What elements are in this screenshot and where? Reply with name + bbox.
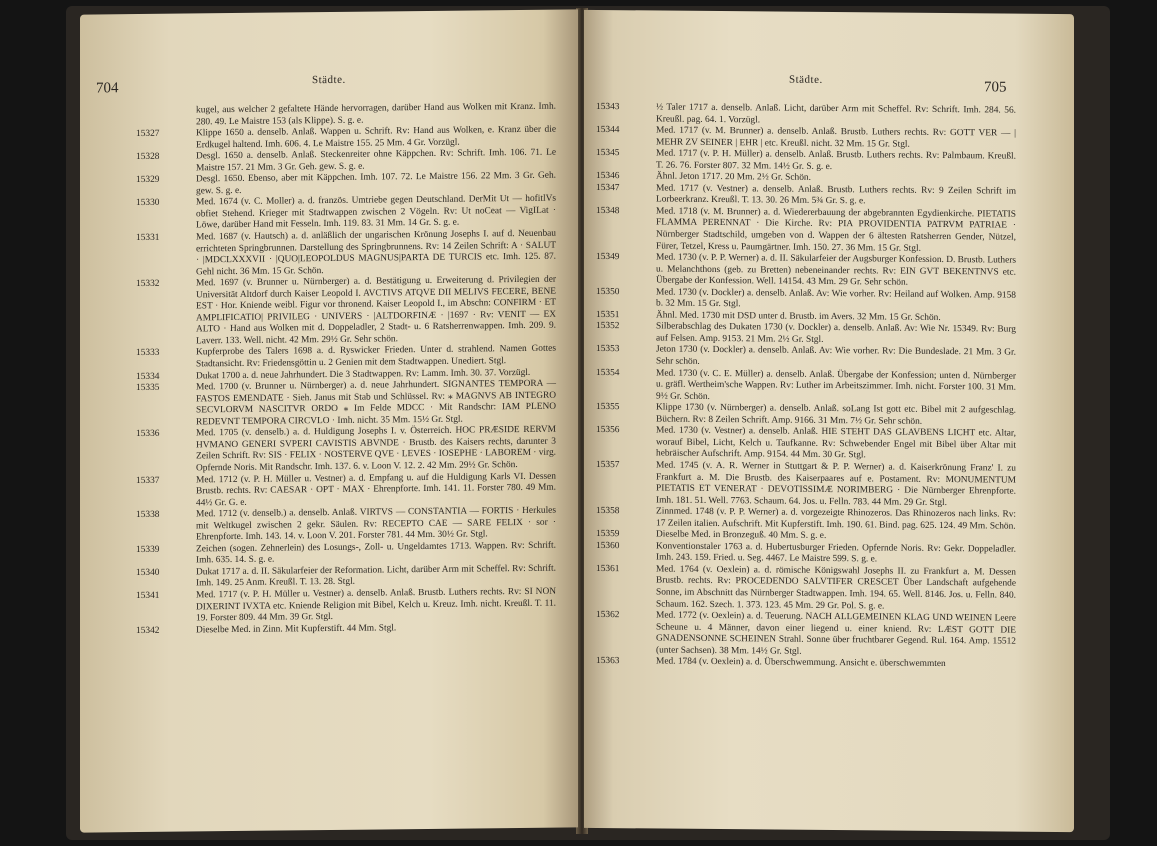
entry-description: Dukat 1700 a. d. neue Jahrhundert. Die 3 Stadtwappen. Rv: Lamm. Imh. 30. 37. Vorzügl. xyxy=(196,367,531,381)
entry-number: 15363 xyxy=(596,656,620,667)
catalog-entry xyxy=(596,252,1016,290)
catalog-entry xyxy=(596,368,1016,406)
entry-description: Med. 1697 (v. Brunner u. Nürnberger) a. d. Bestätigung u. Erweiterung d. Privilegien der Universität Altdorf durch Kaiser Leopold I. AVCTIVS ATQVE DII MELIVS FECERE, BENE EST · Hor. Kniende weibl. Figur vor thronend. Kaiser Leopold I., im Abschn: CONFIRM · ET AMPLIFICATIO| PRIVILEG · UNIVERS · |ALTDORFINÆ · |1697 · Rv: VENIT — EX ALTO · Hand aus Wolken mit d. Doppeladler, 2 Stadt- u. 6 Ratsherrenwappen. Imh. 209. 9. Laverr. 133. Well. nicht. 42 Mm. 29½ Gr. Sehr schön. xyxy=(196,274,556,347)
entry-number: 15333 xyxy=(136,348,160,359)
entry-number: 15328 xyxy=(136,151,160,163)
entry-number: 15354 xyxy=(596,367,620,378)
entry-description: Dieselbe Med. in Bronzeguß. 40 Mm. S. g. e. xyxy=(656,529,827,542)
entry-number: 15331 xyxy=(136,232,160,244)
entry-number: 15336 xyxy=(136,429,160,440)
entry-number: 15343 xyxy=(596,101,620,113)
catalog-entry xyxy=(596,656,1016,671)
entry-number: 15332 xyxy=(136,278,160,290)
right-page-content xyxy=(596,102,1016,671)
entry-number: 15349 xyxy=(596,252,620,263)
entry-number: 15360 xyxy=(596,540,620,551)
entry-description: Med. 1730 (v. Dockler) a. denselb. Anlaß. Av: Wie vorher. Rv: Heiland auf Wolken. Amp. 9158 b. 32 Mm. 15 Gr. Stgl. xyxy=(656,287,1016,310)
left-page xyxy=(80,9,578,832)
entry-number: 15327 xyxy=(136,128,160,140)
right-page xyxy=(584,10,1074,832)
entry-description: Med. 1712 (v. denselb.) a. denselb. Anlaß. VIRTVS — CONSTANTIA — FORTIS · Herkules mit Weltkugel zwischen 2 gekr. Säulen. Rv: RECEPTO CAE — SARE FELIX · sor · Ehrenpforte. Imh. 143. 14. v. Loon V. 201. Forster 781. 44 Mm. 30½ Gr. Stgl. xyxy=(196,505,556,543)
entry-description: ½ Taler 1717 a. denselb. Anlaß. Licht, darüber Arm mit Scheffel. Rv: Schrift. Imh. 284. 56. Kreußl. pag. 64. 1. Vorzügl. xyxy=(656,102,1016,125)
catalog-entry xyxy=(136,587,556,626)
entry-number: 15338 xyxy=(136,509,160,521)
entry-description: Klippe 1730 (v. Nürnberger) a. denselb. Anlaß. soLang Ist gott etc. Bibel mit 2 aufgeschlag. Büchern. Rv: 8 Zeilen Schrift. Amp. 9166. 31 Mm. 7½ Gr. Sehr schön. xyxy=(656,402,1016,427)
entry-number: 15359 xyxy=(596,529,620,540)
entry-number: 15346 xyxy=(596,171,620,182)
entry-number: 15351 xyxy=(596,309,620,321)
entry-description: Med. 1717 (v. M. Brunner) a. denselb. Anlaß. Brustb. Luthers rechts. Rv: GOTT VER — | MEHR ZV SEINER | EHR | etc. Kreußl. nicht. 32 Mm. 15 Gr. Stgl. xyxy=(656,125,1016,150)
entry-number: 15353 xyxy=(596,344,620,355)
entry-description: Dieselbe Med. in Zinn. Mit Kupferstift. 44 Mm. Stgl. xyxy=(196,622,397,636)
catalog-entry xyxy=(596,425,1016,463)
entry-description: Med. 1717 (v. P. H. Müller) a. denselb. Anlaß. Brustb. Luthers rechts. Rv: Palmbaum. Kreußl. T. 26. 76. Forster 807. 32 Mm. 14½ Gr. S. g. e. xyxy=(656,148,1016,172)
entry-number: 15352 xyxy=(596,321,620,332)
entry-description: Med. 1687 (v. Hautsch) a. d. anläßlich der ungarischen Krönung Josephs I. auf d. Neuenbau errichteten Springbrunnen. Darstellung des Springbrunnens. Rv: 14 Zeilen Schrift: A · SALUT · |MDCLXXXVII · |QUO|LEOPOLDUS MAGNUS|PARTA DE TURCIS etc. Imh. 125. 87. Gehl nicht. 36 Mm. 15 Gr. Schön. xyxy=(196,228,556,278)
entry-description: Silberabschlag des Dukaten 1730 (v. Dockler) a. denselb. Anlaß. Av: Wie Nr. 15349. Rv: Burg auf Felsen. Amp. 9153. 21 Mm. 2½ Gr. Stgl. xyxy=(656,321,1016,345)
entry-number: 15358 xyxy=(596,506,620,517)
entry-description: Med. 1705 (v. denselb.) a. d. Huldigung Josephs I. v. Österreich. HOC PRÆSIDE RERVM HVMANO GENERI SVPERI CAVISTIS ABVNDE · Brustb. des Kaisers rechts, darunter 3 Zeilen Schrift. Rv: SIS · FELIX · NOSTERVE QVE · LEVES · IOSEPHE · LABOREM · virg. Opfernde Noris. Mit Randschr. Imh. 137. 6. v. Loon V. 12. 2. 42 Mm. 29½ Gr. Schön. xyxy=(196,424,556,474)
entry-description: Med. 1764 (v. Oexlein) a. d. römische Königswahl Josephs II. zu Frankfurt a. M. Dessen Brustb. rechts. Rv: PROCEDENDO SALVTIFER CRESCET Über Landschaft aufgehende Sonne, im Abschnitt das Nürnberger Stadtwappen. Imh. 194. 65. Well. 8146. Jos. u. Felln. 840. Schaum. 162. Szech. 1. 373. 123. 45 Mm. 29 Gr. Pol. S. g. e. xyxy=(656,564,1016,611)
entry-description: Med. 1717 (v. Vestner) a. denselb. Anlaß. Brustb. Luthers rechts. Rv: 9 Zeilen Schrift im Lorbeerkranz. Kreußl. T. 13. 30. 26 Mm. 5¾ Gr. S. g. e. xyxy=(656,183,1016,207)
entry-description: Med. 1718 (v. M. Brunner) a. d. Wiedererbauung der abgebrannten Egydienkirche. PIETATIS FLAMMA PERENNAT · Die Kirche. Rv: PIA PROVIDENTIA PATRVM PATRIAE · Nürnberger Stadtschild, umgeben von d. Wappen der 6 ältesten Ratsherren Gender, Nützel, Fürer, Tetzel, Kress u. Paumgärtner. Imh. 150. 27. 36 Mm. 15 Gr. Stgl. xyxy=(656,206,1016,254)
catalog-entry xyxy=(596,564,1016,614)
entry-number: 15337 xyxy=(136,475,160,486)
entry-number: 15361 xyxy=(596,563,620,575)
running-header: Städte. xyxy=(312,73,346,87)
catalog-entry xyxy=(596,460,1016,510)
catalog-entry xyxy=(136,471,556,510)
entry-description: Med. 1772 (v. Oexlein) a. d. Teuerung. NACH ALLGEMEINEN KLAG UND WEINEN Leere Scheune u. 4 Männer, davon einer liegend u. einer kniend. Rv: LÆST GOTT DIE GNADENSONNE SCHEINEN Strahl. Sonne über fruchtbarer Gegend. Rul. 164. Amp. 15512 (unter Sachsen). 38 Mm. 14½ Gr. Stgl. xyxy=(656,610,1016,657)
entry-number: 15339 xyxy=(136,544,160,555)
entry-number: 15347 xyxy=(596,182,620,193)
entry-description: Desgl. 1650. Ebenso, aber mit Käppchen. Imh. 107. 72. Le Maistre 156. 22 Mm. 3 Gr. Geh. gew. S. g. e. xyxy=(196,170,556,197)
entry-description: Jeton 1730 (v. Dockler) a. denselb. Anlaß. Av: Wie vorher. Rv: Die Bundeslade. 21 Mm. 3 Gr. Sehr schön. xyxy=(656,344,1016,367)
continuation-text: kugel, aus welcher 2 gefaltete Hände hervorragen, darüber Hand aus Wolken mit Kranz. Imh. 280. 49. Le Maistre 153 (als Klippe). S. g. e. xyxy=(196,101,556,127)
entry-description: Med. 1712 (v. P. H. Müller u. Vestner) a. d. Empfang u. auf die Huldigung Karls VI. Dessen Brustb. rechts. Rv: CAESAR · OPT · MAX · Ehrenpforte. Imh. 141. 11. Forster 780. 49 Mm. 44½ Gr. G. e. xyxy=(196,471,556,508)
entry-number: 15335 xyxy=(136,382,160,394)
catalog-entry xyxy=(136,275,556,349)
page-number: 705 xyxy=(984,79,1007,96)
entry-description: Med. 1784 (v. Oexlein) a. d. Überschwemmung. Ansicht e. überschwemmten xyxy=(656,656,946,670)
entry-description: Konventionstaler 1763 a. d. Hubertusburger Frieden. Opfernde Noris. Rv: Gekr. Doppeladler. Imh. 243. 159. Fried. u. Seg. 4467. Le Maistre 599. S. g. e. xyxy=(656,541,1016,565)
entry-number: 15350 xyxy=(596,286,620,297)
entry-description: Med. 1745 (v. A. R. Werner in Stuttgart & P. P. Werner) a. d. Kaiserkrönung Franz' I. zu Frankfurt a. M. Die Brustb. des Kaiserpaares auf e. Postament. Rv: MONUMENTUM PIETATIS ET VENERAT · DEVOTISSIMÆ NORIMBERG · Die Nürnberger Ehrenpforte. Imh. 181. 51. Well. 7763. Schaum. 64. Jos. u. Felln. 783. 44 Mm. 29 Gr. Stgl. xyxy=(656,460,1016,508)
entry-description: Kupferprobe des Talers 1698 a. d. Ryswicker Frieden. Unter d. strahlend. Namen Gottes Stadtansicht. Rv: Friedensgöttin u. 2 Genien mit dem Stadtwappen. Unediert. Stgl. xyxy=(196,344,556,370)
entry-description: Desgl. 1650 a. denselb. Anlaß. Steckenreiter ohne Käppchen. Rv: Schrift. Imh. 106. 71. Le Maistre 157. 21 Mm. 3 Gr. Geh. gew. S. g. e. xyxy=(196,147,556,174)
catalog-entry xyxy=(136,506,556,545)
entry-number: 15356 xyxy=(596,425,620,436)
entry-description: Med. 1730 (v. P. P. Werner) a. d. II. Säkularfeier der Augsburger Konfession. D. Brustb. Luthers u. Melanchthons (geb. zu Bretten) nebeneinander rechts. Rv: EIN GVT BEKENTNVS etc. Übergabe der Konfession. Well. 14154. 43 Mm. 29 Gr. Sehr schön. xyxy=(656,252,1016,288)
entry-number: 15340 xyxy=(136,567,160,578)
page-number: 704 xyxy=(96,80,119,97)
entry-number: 15348 xyxy=(596,205,620,217)
entry-number: 15330 xyxy=(136,198,160,209)
entry-number: 15329 xyxy=(136,175,160,186)
entry-description: Klippe 1650 a. denselb. Anlaß. Wappen u. Schrift. Rv: Hand aus Wolken, e. Kranz über die Erdkugel haltend. Imh. 606. 4. Le Maistre 155. 25 Mm. 4 Gr. Vorzügl. xyxy=(196,124,556,151)
entry-number: 15342 xyxy=(136,625,160,636)
entry-number: 15355 xyxy=(596,402,620,413)
entry-description: Med. 1674 (v. C. Moller) a. d. französ. Umtriebe gegen Deutschland. DerMit Ut — hofitlVs obfiet Stehend. Krieger mit Stadtwappen zwischen 2 Vögeln. Rv: Ut noCeat — VigILat · Löwe, darüber Hand mit Fesseln. Imh. 119. 83. 31 Mm. 14 Gr. S. g. e. xyxy=(196,193,556,231)
entry-number: 15344 xyxy=(596,125,620,136)
left-page-content xyxy=(136,102,556,638)
entry-number: 15362 xyxy=(596,610,620,621)
entry-description: Dukat 1717 a. d. II. Säkularfeier der Reformation. Licht, darüber Arm mit Scheffel. Rv: Schrift. Imh. 149. 25 Anm. Kreußl. T. 13. 28. Stgl. xyxy=(196,563,556,589)
entry-description: Ähnl. Med. 1730 mit DSD unter d. Brustb. im Avers. 32 Mm. 15 Gr. Schön. xyxy=(656,310,941,323)
catalog-entry xyxy=(136,425,556,476)
entry-description: Med. 1717 (v. P. H. Müller u. Vestner) a. denselb. Anlaß. Brustb. Luthers rechts. Rv: SI NON DIXERINT IVXTA etc. Kniende Religion mit Bibel, Kelch u. Kreuz. Imh. nicht. Kreußl. T. 11. 19. Forster 809. 44 Mm. 39 Gr. Stgl. xyxy=(196,586,556,624)
entry-description: Med. 1700 (v. Brunner u. Nürnberger) a. d. neue Jahrhundert. SIGNANTES TEMPORA — FASTOS EMENDATE · Sieh. Janus mit Stab und Schlüssel. Rv: ⁎ MAGNVS AB INTEGRO SECVLORVM NASCITVR ORDO ⁎ Im Felde MDCC · Mit Randschr: IAM PLENO REDEVNT TEMPORA CIRCVLO · Imh. nicht. 35 Mm. 15½ Gr. Stgl. xyxy=(196,378,556,428)
catalog-entry xyxy=(136,379,556,430)
catalog-entry xyxy=(596,610,1016,660)
entry-description: Ähnl. Jeton 1717. 20 Mm. 2½ Gr. Schön. xyxy=(656,171,811,184)
catalog-entry xyxy=(596,206,1016,256)
entry-number: 15357 xyxy=(596,459,620,471)
entry-number: 15341 xyxy=(136,590,160,601)
running-header: Städte. xyxy=(789,73,823,86)
entry-description: Zeichen (sogen. Zehnerlein) des Losungs-, Zoll- u. Ungeldamtes 1713. Wappen. Rv: Schrift. Imh. 635. 14. S. g. e. xyxy=(196,540,556,566)
entry-number: 15334 xyxy=(136,371,160,382)
entry-description: Zinnmed. 1748 (v. P. P. Werner) a. d. vorgezeigte Rhinozeros. Das Rhinozeros nach links. Rv: 17 Zeilen italien. Aufschrift. Mit Kupferstift. Imh. 190. 61. Bind. pag. 625. 124. 49 Mm. Schön. xyxy=(656,506,1016,532)
catalog-entry xyxy=(136,229,556,280)
catalog-entry xyxy=(136,194,556,233)
entry-description: Med. 1730 (v. C. E. Müller) a. denselb. Anlaß. Übergabe der Konfession; unten d. Nürnberger u. gräfl. Wertheim'sche Wappen. Rv: Luther im Arbeitszimmer. Imh. nicht. Forster 100. 31 Mm. 9½ Gr. Schön. xyxy=(656,368,1016,402)
entry-number: 15345 xyxy=(596,148,620,159)
entry-description: Med. 1730 (v. Vestner) a. denselb. Anlaß. HIE STEHT DAS GLAVBENS LICHT etc. Altar, worauf Bibel, Licht, Kelch u. Taufkanne. Rv: Schwebender Engel mit Bibel über Altar mit hebräischer Aufschrift. Amp. 9154. 44 Mm. 30 Gr. Stgl. xyxy=(656,425,1016,461)
